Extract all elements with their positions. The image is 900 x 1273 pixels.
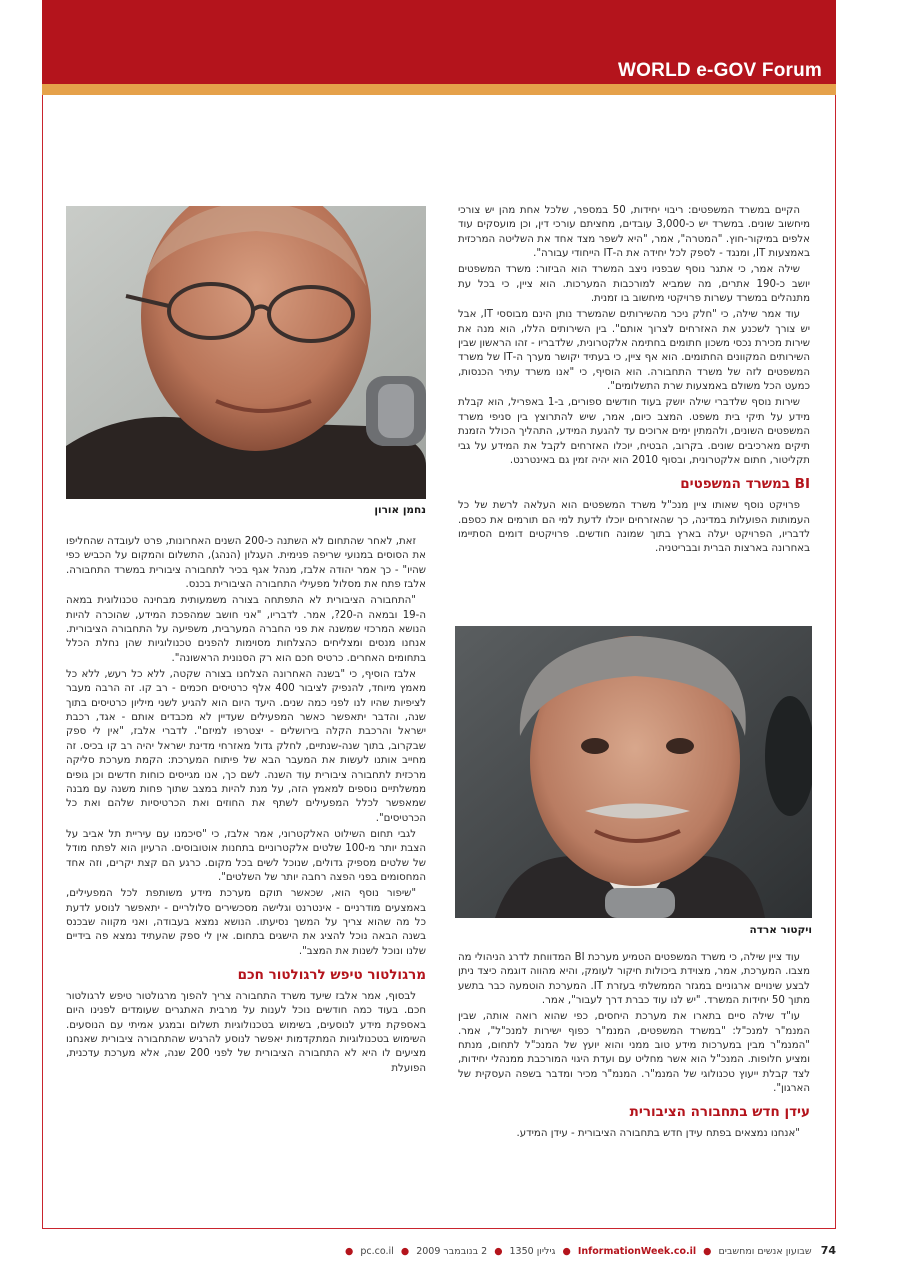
- paragraph: עוד ציין שילה, כי משרד המשפטים הטמיע מערכת BI המדווחת לדרג הניהולי מה מצבו. המערכת, אמר, מצוידת ביכולות חיקור לעומק, והיא מהווה דוגמה כיצד ניתן לבצע שינויים ארגוניים במגזר הממשלתי בעזרת IT. המערכת הוטמעה כבר בתשע מתוך 50 יחידות המשרד. "יש לנו עוד כברת דרך לעבור", אמר.: [458, 952, 810, 1007]
- article-right-column-top: [458, 204, 810, 559]
- pc-link[interactable]: pc.co.il: [360, 1246, 394, 1257]
- photo-caption-2: ויקטור ארדה: [749, 924, 812, 936]
- photo-caption-1: נחמן אורון: [374, 504, 426, 516]
- issue-number: גיליון 1350: [509, 1246, 556, 1257]
- paragraph: הקיים במשרד המשפטים: ריבוי יחידות, 50 במספר, שלכל אחת מהן יש צורכי מיחשוב שונים. במשרד יש כ-3,000 עובדים, מחציתם עורכי דין, וכן מועסקים עוד אלפים במיקור-חוץ. "המטרה", אמר, "היא לשפר מצד אחד את השליטה המרכזית באמצעות IT, ומנגד - לספק לכל יחידה את ה-IT הייחודי עבורה".: [458, 205, 810, 260]
- header-banner: [42, 0, 836, 84]
- paragraph: זאת, לאחר שהתחום לא השתנה כ-200 השנים האחרונות, פרט לעובדה שהחליפו את הסוסים במנועי שריפה פנימית. העגלון (הנהג), התשלום והמקום על הכביש כפי שהיו" - כך אמר יהודה אלבז, מנהל אגף בכיר לתחבורה ציבורית במשרד התחבורה. אלבז פתח את מסלול מפעילי התחבורה הציבורית בכנס.: [66, 536, 426, 591]
- bullet-icon: ●: [494, 1246, 503, 1257]
- paragraph: "אנחנו נמצאים בפתח עידן חדש בתחבורה הציבורית - עידן המידע.: [516, 1128, 800, 1140]
- bullet-icon: ●: [400, 1246, 410, 1257]
- issue-date: 2 בנובמבר 2009: [416, 1246, 488, 1257]
- bullet-icon: ●: [703, 1246, 712, 1257]
- subheading-bi: BI במשרד המשפטים: [680, 476, 810, 493]
- site-link[interactable]: InformationWeek.co.il: [577, 1246, 697, 1257]
- portrait-photo-1: [66, 206, 426, 499]
- page-number: 74: [820, 1244, 836, 1257]
- paragraph: שילה אמר, כי אתגר נוסף שבפניו ניצב המשרד הוא הביזור: משרד המשפטים יושב כ-190 אתרים, מה שמביא למורכבות המערכות. הוא ציין, כי בכל עת מתנהלים במשרד עשרות פרויקטי מיחשוב בו זמנית.: [458, 264, 810, 305]
- paragraph: "התחבורה הציבורית לא התפתחה בצורה משמעותית מבחינה טכנולוגית במאה ה-19 ובמאה ה-20?, אמר. לדבריו, "אני חושב שמהפכת המידע, שהוכרה להיות הנושא המרכזי שמשנה את פני החברה המערבית, משפיעה על התחבורה הציבורית. אנחנו מנסים ומצליחים כהצלחות מסוימות להפנים טכנולוגיות שהן נחלת הכלל בתחומים האחרים. כרטיס חכם הוא רק הסנונית הראשונה".: [66, 595, 426, 664]
- article-right-column-bottom: [458, 951, 810, 1144]
- portrait-photo-2: [455, 626, 812, 918]
- paragraph: עו"ד שילה סיים בתארו את מערכת היחסים, כפי שהוא רואה אותה, שבין המנמ"ר למנכ"ל: "במשרד המשפטים, המנמ"ר כפוף ישירות למנכ"ל", אמר. "המנמ"ר מבין במערכות מידע טוב ממני והוא יועץ של המנכ"ל לתחום, מנתח ומציע חלופות. המנכ"ל הוא אשר מחליט עם ועדת היגוי המורכבת ממנהלי יחידות, לצד קבלת ייעוץ טכנולוגי של המנמ"ר. המנמ"ר מכיר ומדבר בשפה העסקית של הארגון".: [458, 1011, 810, 1095]
- section-title: WORLD e-GOV Forum: [618, 60, 822, 81]
- paragraph: שירות נוסף שלדברי שילה יושק בעוד חודשים ספורים, ב-1 באפריל, הוא קבלת מידע על תיקי בית משפט. המצב כיום, אמר, שיש להתרוצץ בין סניפי משרד המשפטים השונים, ולהמתין ימים ארוכים עד להגעת המידע, התהליך הכולל הזמנת תיקים מארכיבים שונים. בקרוב, הבטיח, יוכלו האזרחים לקבל את המידע על גבי תקליטור, חתום אלקטרונית, ובסוף 2010 הוא יהיה זמין גם באינטרנט.: [458, 397, 810, 466]
- paragraph: לבסוף, אמר אלבז שיעד משרד התחבורה צריך להפוך מרגולטור טיפש לרגולטור חכם. בעוד כמה חודשים נוכל לענות על מרבית האתגרים שעומדים לפנינו היום באספקת מידע לנוסעים, בשימוש בטכנולוגיות תשלום ובמגע אמיתי עם הנוסעים. השימוש בטכנולוגיות המתקדמות יאפשר לנוסע להרגיש שהתחבורה ציבורית שאנחנו מציעים לו היא לא התחבורה הציבורית של לפני 200 שנה, אלא מערכת עדכנית, הפועלת: [66, 990, 426, 1074]
- paragraph: אלבז הוסיף, כי "בשנה האחרונה הצלחנו בצורה שקטה, ללא כל רעש, ללא כל מאמץ מיוחד, להנפיק לציבור 400 אלף כרטיסים חכמים - רב קו. זה הרבה מעבר לציפיות שהיו לנו לפני כמה שנים. היעד היום הוא להגיע לשני מיליון כרטיסים בתוך שנה, והדבר יתאפשר כאשר המפעילים שעדיין לא מכבדים אותם - אגד, רכבת ישראל והרכבת הקלה בירושלים - יצטרפו למיזם". לדברי אלבז, "אין לי ספק שבקרוב, בתוך שנה-שנתיים, לחלק גדול מאזרחי מדינת ישראל יהיה רב קו בכיס. זה מחייב אותנו לעשות את המעבר הבא של פיתוח המערכת: הקמת מערכת סליקה מרכזית לתחבורה ציבורית עוד השנה. לשם כך, אנו מגייסים כוחות חדשים וכן גופים ממשלתיים נוספים למאמץ הזה, על מנת להיות במצב שתוך פחות משנה עם מבנה שמאפשר לכלל המפעילים לשתף את החוזים ואת הכרטיסיות שלהם ואת כל הכרטיסים".: [66, 669, 427, 824]
- paragraph: "שיפור נוסף הוא, שכאשר תוקם מערכת מידע משותפת לכל המפעילים, באמצעים מודרניים - אינטרנט וגלישה מסכשירים סלולריים - יתאפשר לנוסע לדעת כל מה שהוא צריך על המשך נסיעתו. הנושא נמצא בעבודה, ואני מקווה שבכנס בשנה הבאה נוכל להציג את הישגים בתחום. אין לי ספק שהעתיד נמצא פה בידיים שלנו ונוכל לשנות את המצב".: [66, 888, 426, 957]
- page-footer: [345, 1244, 836, 1257]
- paragraph: פרויקט נוסף שאותו ציין מנכ"ל משרד המשפטים הוא העלאה לרשת של כל העמותות הפועלות במדינה, כך שהאזרחים יוכלו לדעת למי הם תורמים את כספם. לדבריו, הפרויקט יעלה בארץ בתוך שמונה חודשים. פרויקטים דומים הסתיימו באחרונה בארצות הברית ובבריטניה.: [458, 500, 810, 555]
- subheading-public-transport: עידן חדש בתחבורה הציבורית: [629, 1104, 810, 1121]
- bullet-icon: ●: [345, 1246, 354, 1257]
- article-left-column: [66, 535, 426, 1078]
- subheading-regulator: מרגולטור טיפש לרגולטור חכם: [237, 966, 426, 983]
- bullet-icon: ●: [562, 1246, 571, 1257]
- publication-name: שבועון אנשים ומחשבים: [718, 1246, 812, 1257]
- paragraph: עוד אמר שילה, כי "חלק ניכר מהשירותים שהמשרד נותן הינם מבוססי IT, אבל יש צורך לשכנע את האזרחים לצרוך אותם". בין השירותים הללו, הוא מנה את שירות מכירת נכסי משכון חתומים בחתימה אלקטרונית, שלדבריו - זהו הראשון שבין השירותים המקוונים החתומים. הוא אף ציין, כי בעתיד יקושר מערך ה-IT של משרד המשפטים לזה של משרד התחבורה. הוא הוסיף, כי "אנו משרד עתיר הכנסות, כמעט הכל משולם באמצעות שרת התשלומים".: [458, 309, 810, 393]
- paragraph: לגבי תחום השילוט האלקטרוני, אמר אלבז, כי "סיכמנו עם עיריית תל אביב על הצבת יותר מ-100 שלטים אלקטרוניים בתחנות אוטובוסים. הרעיון הוא לפתח מודל של שלטים מספיק גדולים, שנוכל לשים בכל מקום. כרגע הם קצת יקרים, וזה אחד המחסומים בפני הפצה רחבה יותר של השלטים".: [66, 828, 427, 883]
- header-accent-bar: [42, 84, 836, 95]
